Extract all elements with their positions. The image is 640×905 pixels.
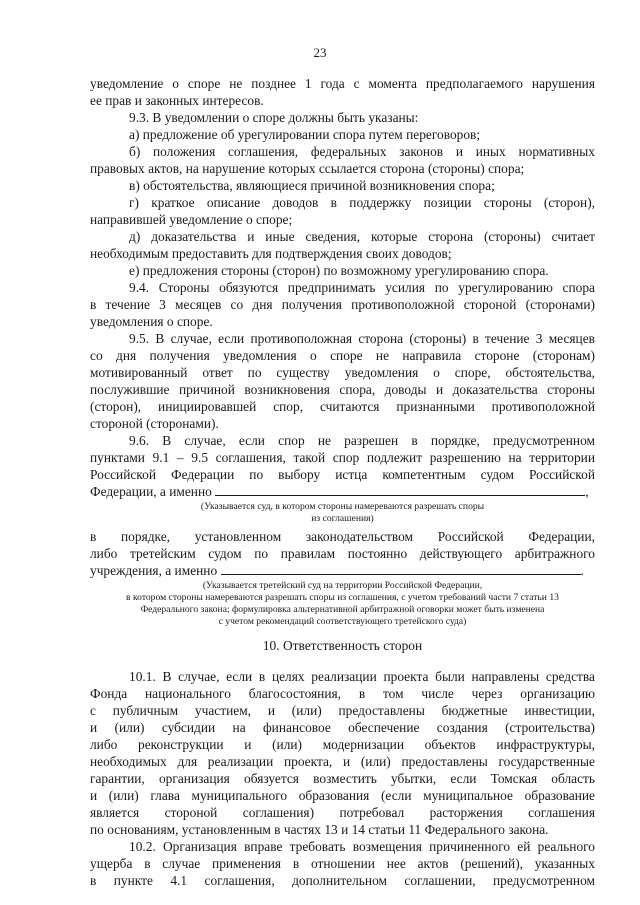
text-fragment: учреждения, а именно: [90, 563, 218, 578]
text-line: уведомление о споре не позднее 1 года с момента предполагаемого нарушения: [90, 76, 595, 91]
text-line: либо реконструкции и (или) модернизации объектов инфраструктуры,: [90, 737, 595, 752]
text-fragment: ,: [585, 484, 589, 499]
text-line: послужившие причиной возникновения спора, доводы и доказательства стороны: [90, 382, 595, 397]
text-fragment: Федерации, а именно: [90, 484, 212, 499]
text-line: а) предложение об урегулировании спора путем переговоров;: [129, 127, 481, 142]
text-line: пунктами 9.1 – 9.5 соглашения, такой спор подлежит разрешению на территории: [90, 450, 595, 465]
text-line: 9.6. В случае, если спор не разрешен в порядке, предусмотренном: [129, 433, 595, 448]
text-line: необходимых для реализации проекта, и (или) предоставлены государственные: [90, 754, 595, 769]
text-line: ущерба в случае применения в отношении нее актов (решений), указанных: [90, 856, 595, 871]
text-line: в течение 3 месяцев со дня получения противоположной стороной (сторонами): [90, 297, 595, 312]
footnote-line: (Указывается третейский суд на территории Российской Федерации,: [202, 580, 483, 591]
text-line: 9.5. В случае, если противоположная сторона (стороны) в течение 3 месяцев: [129, 331, 595, 346]
text-line: г) краткое описание доводов в поддержку позиции стороны (сторон),: [129, 195, 595, 210]
text-line: (сторон), инициировавшей спор, считаются признанными противоположной: [90, 399, 595, 414]
footnote-line: в котором стороны намереваются разрешать споры из соглашения, с учетом требований части 7 статьи 13: [126, 592, 559, 603]
text-line: гарантии, организация обязуется возместить убытки, если Томская область: [90, 771, 595, 786]
text-line: Фонда национального благосостояния, в том числе через организацию: [90, 686, 595, 701]
text-line: со дня получения уведомления о споре не направила стороне (сторонам): [90, 348, 595, 363]
text-line: уведомления о споре.: [90, 314, 213, 329]
text-line: по основаниям, установленным в частях 13 и 14 статьи 11 Федерального закона.: [90, 822, 549, 837]
text-line: в) обстоятельства, являющиеся причиной возникновения спора;: [129, 178, 495, 193]
text-line: б) положения соглашения, федеральных законов и иных нормативных: [129, 144, 595, 159]
text-line: направившей уведомление о споре;: [90, 212, 293, 227]
text-line: является стороной соглашения) потребовал расторжения соглашения: [90, 805, 595, 820]
text-line: в порядке, установленном законодательством Российской Федерации,: [90, 529, 595, 544]
text-line: 9.3. В уведомлении о споре должны быть указаны:: [129, 110, 419, 125]
text-line: и (или) субсидии на финансовое обеспечение создания (строительства): [90, 720, 595, 735]
footnote-line: (Указывается суд, в котором стороны намереваются разрешать споры: [200, 501, 485, 512]
text-line: либо третейским судом по правилам постоянно действующего арбитражного: [90, 546, 595, 561]
text-line: с публичным участием, и (или) предоставлены бюджетные инвестиции,: [90, 703, 595, 718]
text-line: д) доказательства и иные сведения, которые сторона (стороны) считает: [129, 229, 595, 244]
text-line: в пункте 4.1 соглашения, дополнительном соглашении, предусмотренном: [90, 873, 595, 888]
text-line: правовых актов, на нарушение которых ссылается сторона (стороны) спора;: [90, 161, 525, 176]
text-line: 9.4. Стороны обязуются предпринимать усилия по урегулированию спора: [129, 280, 595, 295]
text-line: необходимым предоставить для подтверждения своих доводов;: [90, 246, 452, 261]
court-blank-line: [215, 483, 585, 496]
section-heading: 10. Ответственность сторон: [262, 638, 423, 653]
page-number: 23: [313, 45, 327, 60]
footnote-line: с учетом рекомендаций соответствующего третейского суда): [218, 616, 467, 627]
text-line: е) предложения стороны (сторон) по возможному урегулированию спора.: [129, 263, 549, 278]
text-fragment: .: [580, 563, 584, 578]
text-line: стороной (сторонами).: [90, 416, 219, 431]
text-line-with-blank: [90, 483, 595, 500]
text-line: ее прав и законных интересов.: [90, 93, 264, 108]
text-line: мотивированный ответ по существу уведомления о споре, обстоятельства,: [90, 365, 595, 380]
text-line: и (или) глава муниципального образования (если муниципальное образование: [90, 788, 595, 803]
text-line: Российской Федерации по выбору истца компетентным судом Российской: [90, 467, 595, 482]
footnote-line: Федерального закона; формулировка альтернативной арбитражной оговорки может быть изменена: [140, 604, 545, 615]
footnote-line: из соглашения): [311, 513, 374, 524]
text-line-with-blank: [90, 562, 595, 579]
arbitration-blank-line: [221, 562, 581, 575]
text-line: 10.2. Организация вправе требовать возмещения причиненного ей реального: [129, 839, 595, 854]
text-line: 10.1. В случае, если в целях реализации проекта были направлены средства: [129, 669, 595, 684]
